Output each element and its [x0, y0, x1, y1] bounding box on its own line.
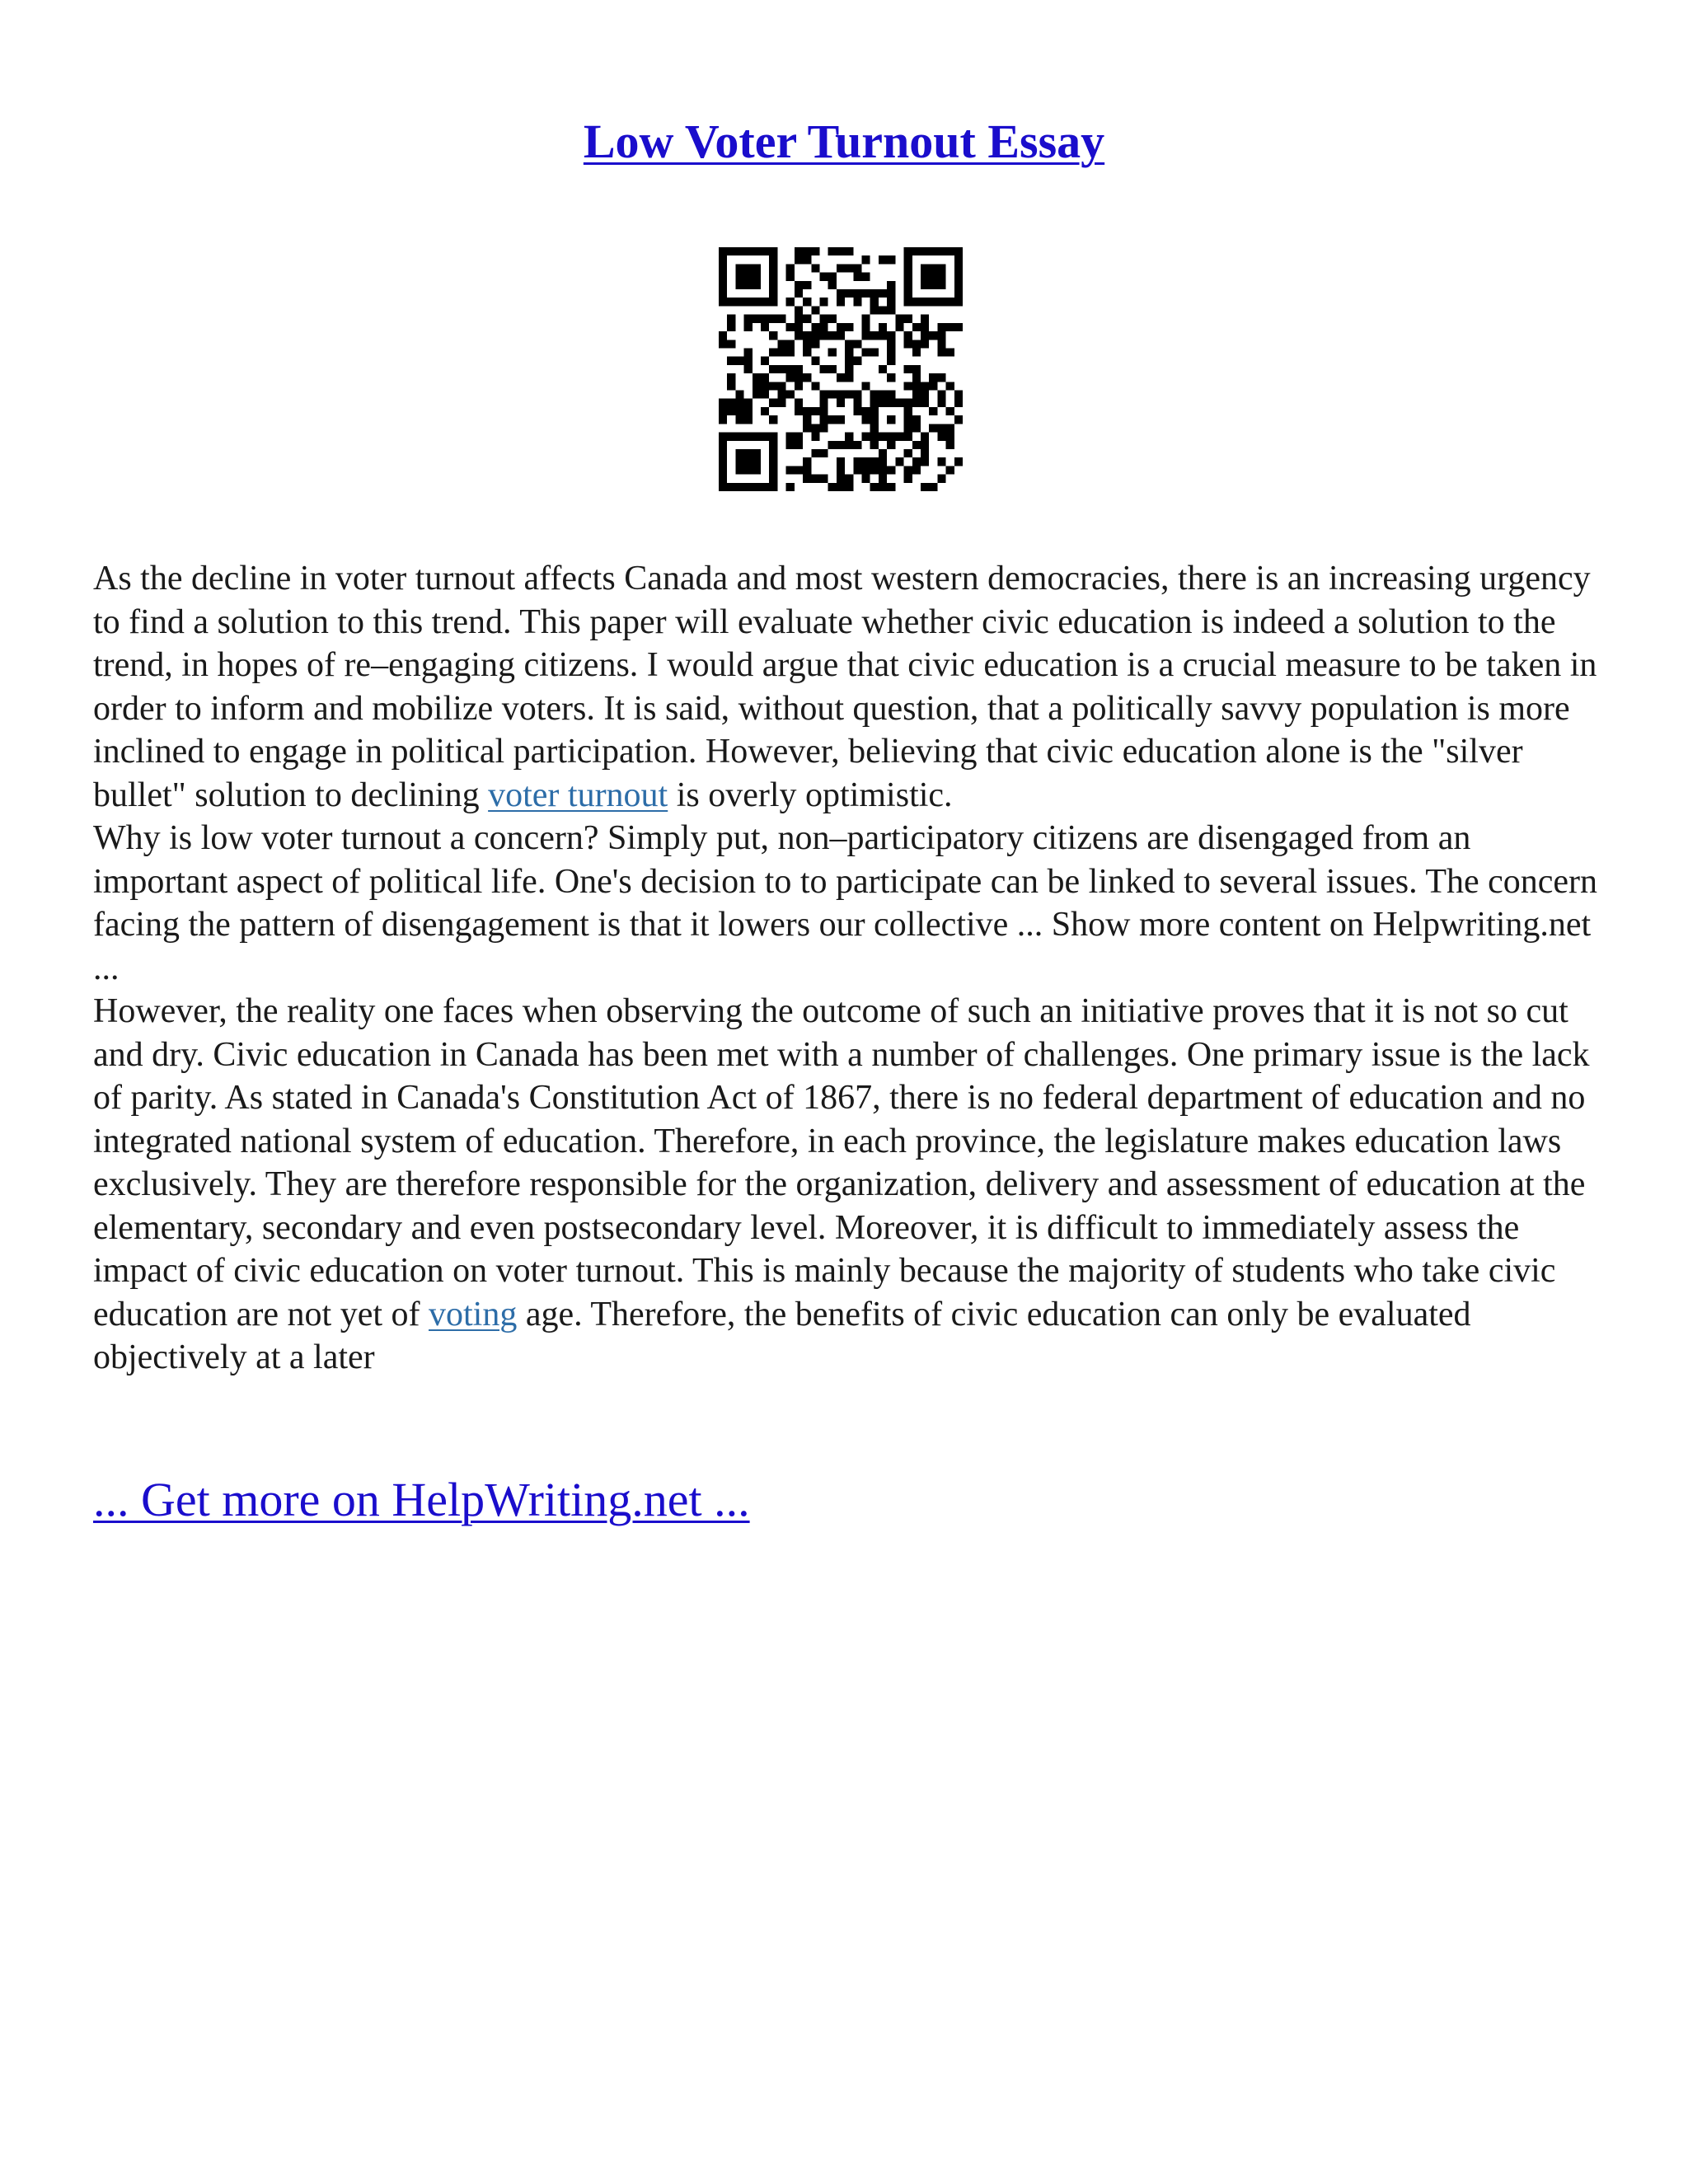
paragraph-3: [93, 990, 1610, 1380]
page-title-link[interactable]: Low Voter Turnout Essay: [583, 115, 1105, 168]
get-more-link[interactable]: ... Get more on HelpWriting.net ...: [93, 1473, 750, 1526]
qr-code-icon: [719, 247, 963, 491]
paragraph-1-tail: is overly optimistic.: [668, 776, 953, 814]
paragraph-1: [93, 557, 1610, 817]
essay-body: [93, 557, 1610, 1380]
paragraph-1-text: As the decline in voter turnout affects Canada and most western democracies, there is an increasing urgency to find a solution to this trend. This paper will evaluate whether civic education is indeed a solution to the trend, in hopes of re–engaging citizens. I would argue that civic education is a crucial measure to be taken in order to inform and mobilize voters. It is said, without question, that a politically savvy population is more inclined to engage in political participation. However, believing that civic education alone is the "silver bullet" solution to declining: [93, 560, 1597, 814]
paragraph-2: Why is low voter turnout a concern? Simply put, non–participatory citizens are disengaged from an important aspect of political life. One's decision to to participate can be linked to several issues. The concern facing the pattern of disengagement is that it lowers our collective ... Show more content on Helpwriting.net ...: [93, 819, 1598, 987]
voting-link[interactable]: voting: [429, 1295, 518, 1333]
more-link-container: [93, 1472, 750, 1527]
paragraph-3-tail: age. Therefore, the benefits of civic education can only be evaluated objectively at a later: [93, 1295, 1471, 1376]
title-container: [0, 114, 1688, 169]
voter-turnout-link[interactable]: voter turnout: [488, 776, 668, 814]
paragraph-3-text: However, the reality one faces when observing the outcome of such an initiative proves that it is not so cut and dry. Civic education in Canada has been met with a number of challenges. One primary issue is the lack of parity. As stated in Canada's Constitution Act of 1867, there is no federal department of education and no integrated national system of education. Therefore, in each province, the legislature makes education laws exclusively. They are therefore responsible for the organization, delivery and assessment of education at the elementary, secondary and even postsecondary level. Moreover, it is difficult to immediately assess the impact of civic education on voter turnout. This is mainly because the majority of students who take civic education are not yet of: [93, 992, 1590, 1333]
